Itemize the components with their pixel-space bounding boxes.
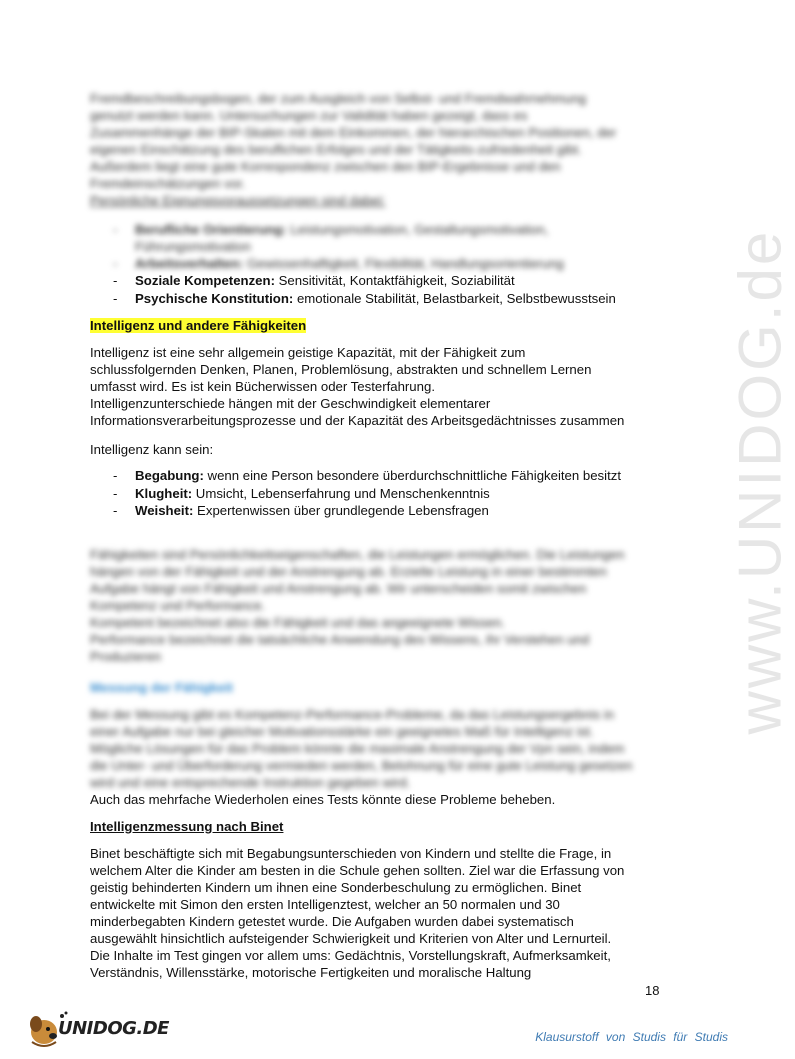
list-term: Begabung: [135,468,204,483]
list-term: Klugheit: [135,486,193,501]
text-line: wird und eine entsprechende Instruktion gegeben wird. [90,775,411,790]
text-line: Binet beschäftigte sich mit Begabungsunterschieden von Kindern und stellte die Frage, in [90,846,612,861]
paragraph [90,344,660,429]
text-line: welchem Alter die Kinder am besten in die Schule gehen sollten. Ziel war die Erfassung von [90,863,625,878]
text-line: schlussfolgernden Denken, Planen, Problemlösung, abstrakten und schnellem Lernen [90,362,592,377]
blurred-middle-paragraph [90,546,660,665]
text-line: hängen von der Fähigkeit und der Anstrengung ab. Erzielte Leistung in einer bestimmten [90,564,607,579]
list-text: Gewissenhaftigkeit, Flexibilität, Handlungsorientierung [243,256,564,271]
paragraph [90,791,660,808]
heading-text: Intelligenzmessung nach Binet [90,819,284,834]
document-page: www.UNIDOG.de Fremdbeschreibungsbogen, der zum Ausgleich von Selbst- und Fremdwahrnehmung genutzt werden kann. Untersuchungen zur Validität haben gezeigt, dass es Zusammenhänge der BIP-Skalen mit dem Einkommen, der hierarchischen Positionen, der eigenen Einschätzung des beruflichen Erfolges und der Tätigkeits-zufriedenheit gibt. Außerdem liegt eine gute Korrespondenz zwischen den BIP-Ergebnisse und den Fremdeinschätzungen vor. Persönliche Eignungsvoraussetzungen sind dabei: - Berufliche Orientierung: Leistungsmotivation, Gestaltungsmotivation, Führungsmotivation - Arbeitsverhalten: Gewissenhaftigkeit, Flexibilität, Handlungsorientierung - Soziale Kompetenzen: Sensitivität, Kontaktfähigkeit, Soziabilität - Psychische Konstitution: emotionale Stabilität, Belastbarkeit, Selbstbewusstsein Intelligenz und andere Fähigkeiten Intelligenz ist eine sehr allgemein geistige Kapazität, mit der Fähigkeit zum schlussfolgernden Denken, Planen, Problemlösung, abstrakten und schnellem Lernen umfasst wird. Es ist kein Bücherwissen oder Testerfahrung. Intelligenzunterschiede hängen mit der Geschwindigkeit elementarer Informationsverarbeitungsprozesse und der Kapazität des Arbeitsgedächtnisses zusammen Intelligenz kann sein: - Begabung: wenn eine Person besondere überdurchschnittliche Fähigkeiten besitzt - Klugheit: Umsicht, Lebenserfahrung und Menschenkenntnis - Weisheit: Expertenwissen über grundlegende Lebensfragen Fähigkeiten sind Persönlichkeitseigenschaften, die Leistungen ermöglichen. Die Leistungen hängen von der Fähigkeit und der Anstrengung ab. Erzielte Leistung in einer bestimmten Aufgabe hängt von Fähigkeit und Anstrengung ab. Wir unterscheiden somit zwischen Kompetenz und Performance. Kompetent bezeichnet also die Fähigkeit und das angeeignete Wissen. Performance bezeichnet die tatsächliche Anwendung des Wissens, ihr Verstehen und Produzieren Messung der Fähigkeit Bei der Messung gibt es Kompetenz-Performance-Probleme, da das Leistungsergebnis in einer Aufgabe nur bei gleicher Motivationsstärke ein geeignetes Maß für Intelligenz ist. Mögliche Lösungen für das Problem könnte die maximale Anstrengung der Vpn sein, indem die Unter- und Überforderung vermieden werden, Belohnung für eine gute Leistung gesetzen wird und eine entsprechende Instruktion gegeben wird. Auch das mehrfache Wiederholen eines Tests könnte diese Probleme beheben. Intelligenzmessung nach Binet Binet beschäftigte sich mit Begabungsunterschieden von Kindern und stellte die Frage, in welchem Alter die Kinder am besten in die Schule gehen sollten. Ziel war die Erfassung von geistig behinderten Kindern um ihnen eine Sonderbeschulung zu ermöglichen. Binet entwickelte mit Simon den ersten Intelligenztest, welcher an 50 normalen und 30 minderbegabten Kindern getestet wurde. Die Aufgaben wurden dabei systematisch ausgewählt hinsichtlich aufsteigender Schwierigkeit und Kriterien von Alter und Lernurteil. Die Inhalte im Test gingen vor allem ums: Gedächtnis, Vorstellungskraft, Aufmerksamkeit, Verständnis, Willensstärke, motorische Fertigkeiten und moralische Haltung 18 UNIDOG.DE Klausurstoff von Studis für Studis [0,0,750,1059]
text-line: Auch das mehrfache Wiederholen eines Tests könnte diese Probleme beheben. [90,792,556,807]
section-heading [90,818,660,835]
text-line: entwickelte mit Simon den ersten Intelligenztest, welcher an 50 normalen und 30 [90,897,560,912]
list-text: Expertenwissen über grundlegende Lebensfragen [193,503,489,518]
text-line: Bei der Messung gibt es Kompetenz-Performance-Probleme, da das Leistungsergebnis in [90,707,615,722]
text-line: Zusammenhänge der BIP-Skalen mit dem Einkommen, der hierarchischen Positionen, der [90,125,617,140]
list-term: Weisheit: [135,503,194,518]
text-line: Außerdem liegt eine gute Korrespondenz zwischen den BIP-Ergebnisse und den [90,159,561,174]
text-line: Aufgabe hängt von Fähigkeit und Anstrengung ab. Wir unterscheiden somit zwischen [90,581,587,596]
logo-text: UNIDOG.DE [58,1018,169,1039]
text-line: eigenen Einschätzung des beruflichen Erfolges und der Tätigkeits-zufriedenheit gibt. [90,142,582,157]
paragraph [90,845,660,981]
text-line: Fähigkeiten sind Persönlichkeitseigenschaften, die Leistungen ermöglichen. Die Leistungen [90,547,625,562]
text-line: die Unter- und Überforderung vermieden werden, Belohnung für eine gute Leistung gesetzen [90,758,633,773]
section-heading [90,317,660,334]
text-line: einer Aufgabe nur bei gleicher Motivationsstärke ein geeignetes Maß für Intelligenz ist. [90,724,594,739]
text-line: Informationsverarbeitungsprozesse und der Kapazität des Arbeitsgedächtnisses zusammen [90,413,625,428]
footer-slogan: Klausurstoff von Studis für Studis [535,1030,728,1044]
list-term: Psychische Konstitution: [135,291,294,306]
text-line: Produzieren [90,649,162,664]
list-text: Leistungsmotivation, Gestaltungsmotivation, [286,222,549,237]
text-line: umfasst wird. Es ist kein Bücherwissen oder Testerfahrung. [90,379,435,394]
text-line: ausgewählt hinsichtlich aufsteigender Schwierigkeit und Kriterien von Alter und Lernurteil. [90,931,612,946]
heading-text: Messung der Fähigkeit [90,680,233,695]
text-line: Fremdbeschreibungsbogen, der zum Ausgleich von Selbst- und Fremdwahrnehmung [90,91,587,106]
blurred-heading [90,679,660,696]
paragraph [90,441,660,458]
list-term: Soziale Kompetenzen: [135,273,275,288]
list-term: Arbeitsverhalten: [135,256,244,271]
page-number: 18 [645,983,660,998]
list-term: Berufliche Orientierung: [135,222,287,237]
text-line: Kompetenz und Performance. [90,598,266,613]
text-line: geistig behinderten Kindern um ihnen eine Sonderbeschulung zu ermöglichen. Binet [90,880,582,895]
text-line: Kompetent bezeichnet also die Fähigkeit und das angeeignete Wissen. [90,615,505,630]
text-line: Intelligenz kann sein: [90,442,214,457]
text-line: minderbegabten Kindern getestet wurde. Die Aufgaben wurden dabei systematisch [90,914,574,929]
text-line: Intelligenz ist eine sehr allgemein geistige Kapazität, mit der Fähigkeit zum [90,345,526,360]
heading-text: Intelligenz und andere Fähigkeiten [90,318,307,333]
text-line: Fremdeinschätzungen vor. [90,176,246,191]
watermark: www.UNIDOG.de [726,228,794,735]
text-line: Performance bezeichnet die tatsächliche Anwendung des Wissens, ihr Verstehen und [90,632,590,647]
list-text: emotionale Stabilität, Belastbarkeit, Selbstbewusstsein [293,291,616,306]
list-text: Führungsmotivation [135,239,251,254]
list-text: wenn eine Person besondere überdurchschnittliche Fähigkeiten besitzt [203,468,622,483]
text-line: Die Inhalte im Test gingen vor allem ums: Gedächtnis, Vorstellungskraft, Aufmerksamkeit, [90,948,611,963]
text-line: Intelligenzunterschiede hängen mit der Geschwindigkeit elementarer [90,396,491,411]
text-line: Mögliche Lösungen für das Problem könnte die maximale Anstrengung der Vpn sein, indem [90,741,625,756]
list-text: Umsicht, Lebenserfahrung und Menschenkenntnis [192,486,490,501]
blurred-top-paragraph [90,90,660,209]
text-line: Persönliche Eignungsvoraussetzungen sind dabei: [90,193,386,208]
blurred-low-paragraph [90,706,660,791]
list-text: Sensitivität, Kontaktfähigkeit, Soziabilität [274,273,515,288]
text-line: genutzt werden kann. Untersuchungen zur Validität haben gezeigt, dass es [90,108,528,123]
text-line: Verständnis, Willensstärke, motorische Fertigkeiten und moralische Haltung [90,965,532,980]
